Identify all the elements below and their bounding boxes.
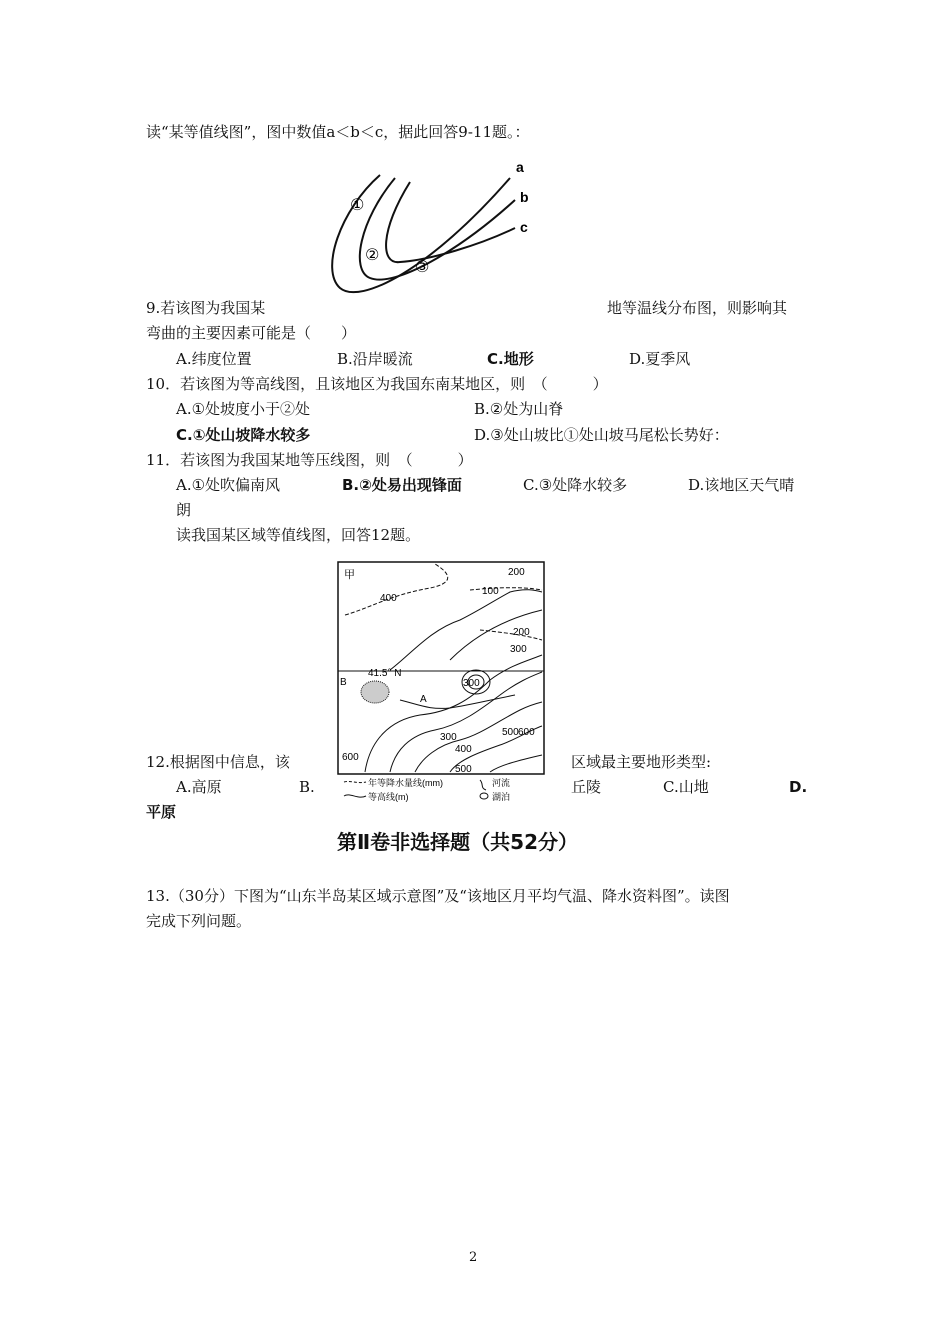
q12-option-d-cont: 平原	[146, 803, 177, 821]
q12-stem-right: 区域最主要地形类型:	[571, 753, 712, 771]
q11-option-a: A.①处吹偏南风	[176, 476, 281, 494]
regional-contour-map	[330, 560, 550, 808]
q12-option-b-text: 丘陵	[571, 778, 602, 796]
legend-river: 河流	[492, 778, 511, 788]
point-b: B	[340, 677, 347, 688]
label-c: c	[520, 219, 528, 235]
intro-12: 读我国某区域等值线图，回答12题。	[176, 526, 421, 544]
value-500-low: 500	[455, 764, 472, 775]
value-400-low: 400	[455, 744, 472, 755]
q11-option-c: C.③处降水较多	[523, 476, 628, 494]
q12-option-c: C.山地	[663, 778, 709, 796]
value-600-right: 600	[518, 727, 535, 738]
q11-option-b: B.②处易出现锋面	[342, 476, 462, 494]
page-number: 2	[469, 1250, 478, 1265]
q12-option-a: A.高原	[176, 778, 222, 796]
q13-line2: 完成下列问题。	[146, 912, 252, 930]
marker-3: ③	[415, 259, 430, 276]
value-600-left: 600	[342, 752, 359, 763]
q9-stem-left: 9.若该图为我国某	[146, 299, 266, 317]
legend-precip: 年等降水量线(mm)	[368, 778, 443, 788]
marker-1: ①	[350, 197, 365, 214]
value-300-right: 300	[510, 644, 527, 655]
q11-option-d-cont: 朗	[176, 501, 192, 519]
value-500-right: 500	[502, 727, 519, 738]
value-400-top: 400	[380, 593, 397, 604]
isoline-figure	[320, 150, 560, 310]
value-200-top: 200	[508, 567, 525, 578]
q9-option-d: D.夏季风	[629, 350, 691, 368]
isoline-b	[360, 178, 515, 280]
q10-option-c: C.①处山坡降水较多	[176, 426, 311, 444]
q12-stem-left: 12.根据图中信息，该	[146, 753, 290, 771]
latitude-label: 41.5° N	[368, 668, 402, 679]
q9-stem-line2: 弯曲的主要因素可能是（ ）	[146, 324, 357, 342]
q10-stem: 10．若该图为等高线图，且该地区为我国东南某地区，则 （ ）	[146, 375, 608, 393]
q11-option-d: D.该地区天气晴	[688, 476, 795, 494]
label-b: b	[520, 189, 529, 205]
point-a: A	[420, 694, 427, 705]
marker-2: ②	[365, 247, 380, 264]
q10-option-b: B.②处为山脊	[474, 400, 564, 418]
q9-option-c: C.地形	[487, 350, 534, 368]
corner-label: 甲	[344, 569, 355, 581]
q11-stem: 11．若该图为我国某地等压线图，则 （ ）	[146, 451, 473, 469]
q9-option-a: A.纬度位置	[176, 350, 252, 368]
q9-option-b: B.沿岸暖流	[337, 350, 413, 368]
legend-contour: 等高线(m)	[368, 792, 409, 802]
q9-stem-right: 地等温线分布图，则影响其	[607, 299, 788, 317]
q10-option-a: A.①处坡度小于②处	[176, 400, 311, 418]
value-100: 100	[482, 586, 499, 597]
q12-option-b: B.	[299, 778, 315, 796]
intro-9-11: 读“某等值线图”，图中数值a＜b＜c，据此回答9-11题。：	[146, 123, 530, 141]
q10-option-d: D.③处山坡比①处山坡马尾松长势好：	[474, 426, 729, 444]
q13-line1: 13.（30分）下图为“山东半岛某区域示意图”及“该地区月平均气温、降水资料图”。读图	[146, 887, 730, 905]
value-300-low: 300	[440, 732, 457, 743]
value-300-mid: 300	[463, 678, 480, 689]
q12-option-d: D.	[789, 778, 808, 796]
value-200-right: 200	[513, 627, 530, 638]
label-a: a	[516, 159, 524, 175]
section-title: 第Ⅱ卷非选择题（共52分）	[337, 830, 579, 854]
legend-lake: 湖泊	[492, 792, 511, 802]
